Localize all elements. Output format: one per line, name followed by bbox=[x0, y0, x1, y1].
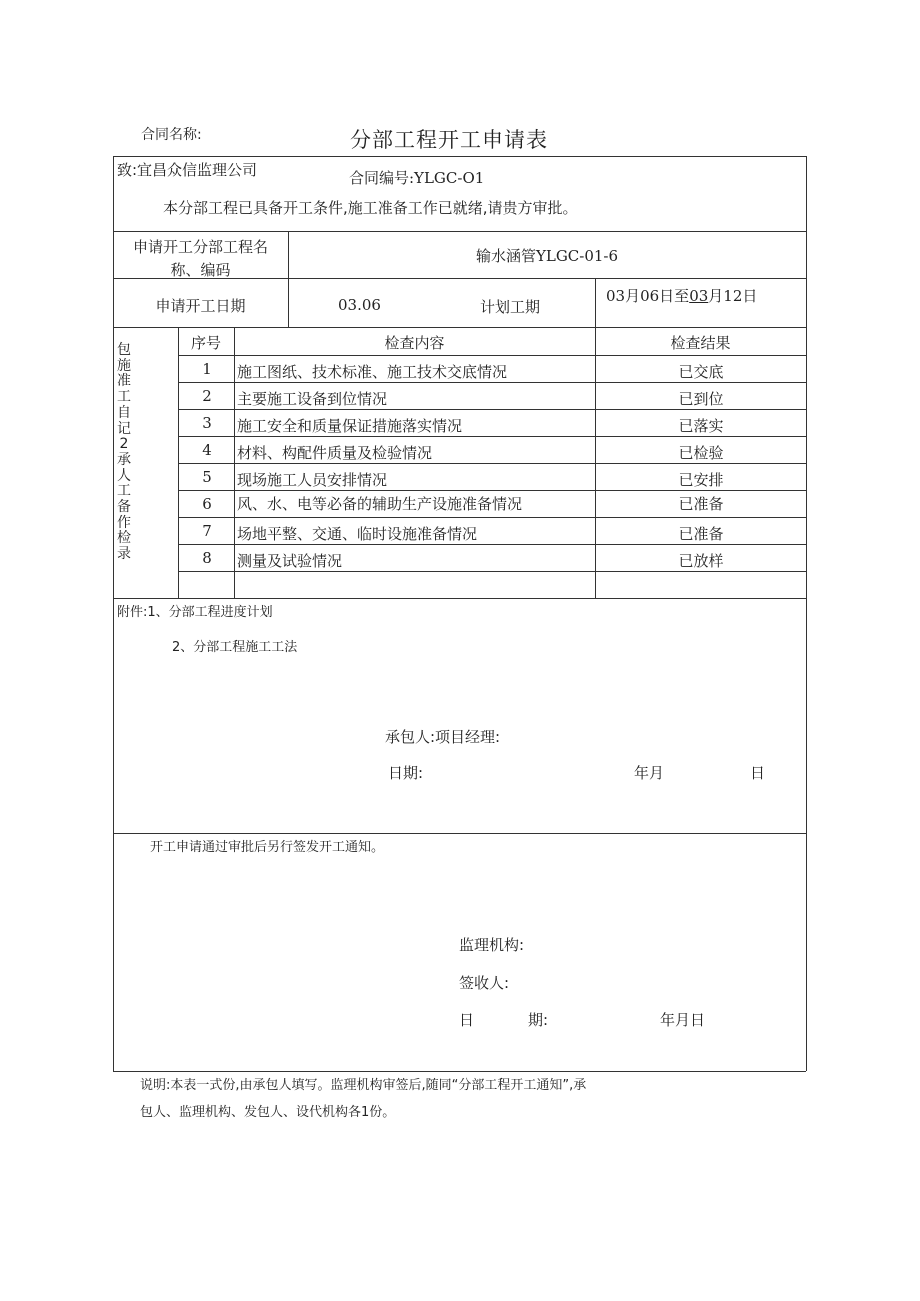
planned-period-value: 03月06日至03月12日 bbox=[606, 287, 758, 305]
row-item: 场地平整、交通、临时设施准备情况 bbox=[237, 525, 478, 543]
col-header-content: 检查内容 bbox=[384, 334, 445, 352]
supervision-agency: 监理机构: bbox=[459, 936, 525, 954]
project-name-label-1: 申请开工分部工程名 bbox=[132, 238, 268, 256]
signer-label: 签收人: bbox=[459, 974, 510, 992]
footer-note-1: 说明:本表一式份,由承包人填写。监理机构审签后,随同“分部工程开工通知”,承 bbox=[140, 1078, 587, 1093]
row-number: 1 bbox=[202, 360, 212, 378]
row-result: 已准备 bbox=[678, 495, 724, 513]
row-number: 4 bbox=[202, 441, 212, 459]
approval-date-label-2: 期: bbox=[528, 1011, 549, 1029]
attachment-1: 附件:1、分部工程进度计划 bbox=[117, 605, 273, 620]
row-number: 8 bbox=[202, 549, 212, 567]
row-item: 施工安全和质量保证措施落实情况 bbox=[237, 417, 463, 435]
project-name-value: 输水涵管YLGC-01-6 bbox=[475, 247, 619, 265]
row-number: 3 bbox=[202, 414, 212, 432]
row-item: 测量及试验情况 bbox=[237, 552, 343, 570]
attachment-2: 2、分部工程施工工法 bbox=[172, 640, 298, 655]
row-number: 2 bbox=[202, 387, 212, 405]
footer-note-2: 包人、监理机构、发包人、设代机构各1份。 bbox=[140, 1105, 396, 1120]
col-header-no: 序号 bbox=[190, 334, 221, 352]
statement: 本分部工程已具备开工条件,施工准备工作已就绪,请贵方审批。 bbox=[163, 199, 578, 217]
row-item: 主要施工设备到位情况 bbox=[237, 390, 388, 408]
checklist-side-label: 包施准工自记2承人工备作检录 bbox=[117, 342, 131, 563]
row-number: 5 bbox=[202, 468, 212, 486]
project-name-label-2: 称、编码 bbox=[170, 261, 231, 279]
row-result: 已交底 bbox=[678, 363, 724, 381]
contract-number: 合同编号:YLGC-O1 bbox=[349, 169, 485, 187]
start-date-value: 03.06 bbox=[338, 296, 381, 314]
row-result: 已放样 bbox=[678, 552, 724, 570]
start-date-label: 申请开工日期 bbox=[155, 297, 246, 315]
contractor-day: 日 bbox=[750, 764, 766, 782]
row-result: 已安排 bbox=[678, 471, 724, 489]
row-item: 施工图纸、技术标准、施工技术交底情况 bbox=[237, 363, 508, 381]
col-header-result: 检查结果 bbox=[670, 334, 731, 352]
contractor-signature: 承包人:项目经理: bbox=[385, 728, 501, 746]
row-result: 已落实 bbox=[678, 417, 724, 435]
row-result: 已检验 bbox=[678, 444, 724, 462]
row-item: 现场施工人员安排情况 bbox=[237, 471, 388, 489]
page-title: 分部工程开工申请表 bbox=[350, 128, 548, 152]
row-number: 6 bbox=[202, 495, 212, 513]
approval-date-label-1: 日 bbox=[459, 1011, 475, 1029]
contractor-year-month: 年月 bbox=[634, 764, 665, 782]
approval-note: 开工申请通过审批后另行签发开工通知。 bbox=[150, 840, 385, 855]
planned-period-label: 计划工期 bbox=[480, 298, 541, 316]
row-result: 已准备 bbox=[678, 525, 724, 543]
addressee: 致:宜昌众信监理公司 bbox=[117, 161, 258, 179]
row-item: 材料、构配件质量及检验情况 bbox=[237, 444, 433, 462]
contractor-date-label: 日期: bbox=[388, 764, 424, 782]
row-number: 7 bbox=[202, 522, 212, 540]
contract-name-label: 合同名称: bbox=[141, 127, 202, 143]
approval-ymd: 年月日 bbox=[660, 1011, 706, 1029]
row-result: 已到位 bbox=[678, 390, 724, 408]
row-item: 风、水、电等必备的辅助生产设施准备情况 bbox=[237, 495, 523, 513]
